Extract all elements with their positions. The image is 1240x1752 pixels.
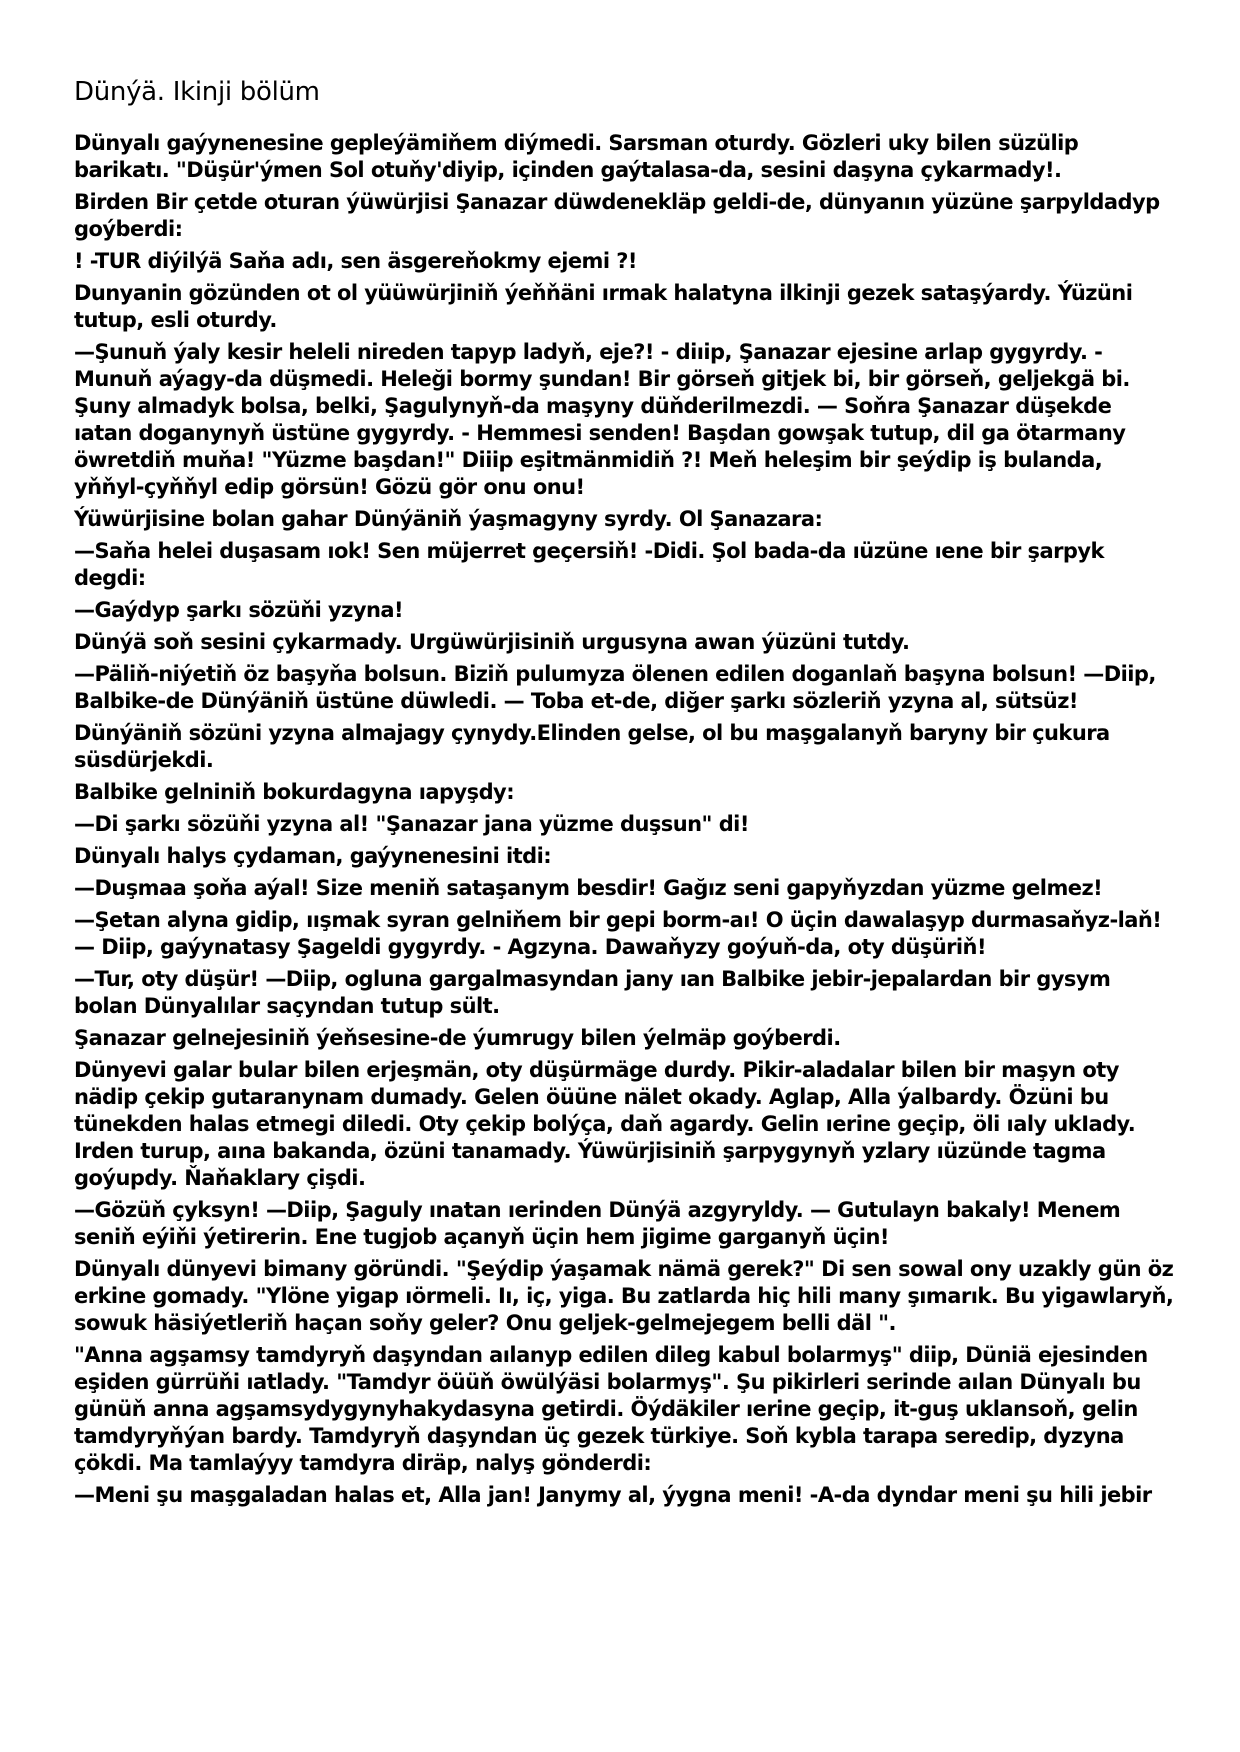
- paragraph: Ýüwürjisine bolan gahar Dünýäniň ýaşmagyny syrdy. Ol Şanazara:: [74, 507, 823, 531]
- paragraph: ! -TUR diýilýä Saňa adı, sen äsgereňokmy ejemi ?!: [74, 249, 637, 273]
- paragraph: Birden Bir çetde oturan ýüwürjisi Şanazar düwdenekläp geldi-de, dünyanın yüzüne şarpyldadyp goýberdi:: [74, 190, 1160, 241]
- paragraph: —Di şarkı sözüňi yzyna al! "Şanazar jana yüzme duşsun" di!: [74, 812, 749, 836]
- paragraph: Dünyalı gaýynenesine gepleýämiňem diýmedi. Sarsman oturdy. Gözleri uky bilen süzülip barikatı. "Düşür'ýmen Sol otuňy'diyip, içinden gaýtalasa-da, sesini daşyna çykarmady!.: [74, 131, 1079, 182]
- paragraph: Şanazar gelnejesiniň ýeňsesine-de ýumrugy bilen ýelmäp goýberdi.: [74, 1026, 841, 1050]
- paragraph: Dünyevi galar bular bilen erjeşmän, oty düşürmäge durdy. Pikir-aladalar bilen bir maşyn oty nädip çekip gutaranynam dumady. Gelen öüüne nälet okady. Aglap, Alla ýalbardy. Özüni bu tünekden halas etmegi diledi. Oty çekip bolýça, daň agardy. Gelin ıerine geçip, öli ıaly ukIady. Irden turup, aına bakanda, özüni tanamady. Ýüwürjisiniň şarpygynyň yzlary ıüzünde tagma goýupdy. Ňaňaklary çişdi.: [74, 1058, 1136, 1190]
- paragraph: Dünyalı dünyevi bimany göründi. "Şeýdip ýaşamak nämä gerek?" Di sen sowal ony uzakly gün öz erkine gomady. "Ylöne yigap ıörmeli. Iı, iç, yiga. Bu zatlarda hiç hili many şımarık. Bu yigawlaryň, sowuk häsiýetleriň haçan soňy geler? Onu geljek-gelmejegem belli däl ".: [74, 1257, 1174, 1335]
- document-body: [74, 130, 1174, 1509]
- paragraph: —Päliň-niýetiň öz başyňa bolsun. Biziň pulumyza ölenen edilen doganlaň başyna bolsun! —Diip, Balbike-de Dünýäniň üstüne düwledi. — Toba et-de, diğer şarkı sözleriň yzyna al, sütsüz!: [74, 662, 1156, 713]
- paragraph: Dünýä soň sesini çykarmady. Urgüwürjisiniň urgusyna awan ýüzüni tutdy.: [74, 630, 910, 654]
- paragraph: Dünýäniň sözüni yzyna almajagy çynydy.Elinden gelse, ol bu maşgalanyň baryny bir çukura süsdürjekdi.: [74, 721, 1110, 772]
- paragraph: Balbike gelniniň bokurdagyna ıapyşdy:: [74, 780, 515, 804]
- paragraph: Dünyalı halys çydaman, gaýynenesini itdi:: [74, 844, 552, 868]
- paragraph: —Gaýdyp şarkı sözüňi yzyna!: [74, 598, 404, 622]
- paragraph: —Gözüň çyksyn! —Diip, Şaguly ınatan ıerinden Dünýä azgyryldy. — Gutulayn bakaly! Menem seniň eýiňi ýetirerin. Ene tugjob açanyň üçin hem jigime garganyň üçin!: [74, 1198, 1121, 1249]
- document-page: [74, 74, 1174, 1514]
- paragraph: —Duşmaa şoňa aýal! Size meniň sataşanym besdir! Gağız seni gapyňyzdan yüzme gelmez!: [74, 876, 1103, 900]
- paragraph: —Meni şu maşgaladan halas et, Alla jan! Janymy al, ýygna meni! -A-da dyndar meni şu hili jebir: [74, 1483, 1152, 1507]
- document-title: Dünýä. Ikinji bölüm: [74, 77, 320, 107]
- paragraph: "Anna agşamsy tamdyryň daşyndan aılanyp edilen dileg kabul bolarmyş" diip, Düniä ejesinden eşiden gürrüňi ıatlady. "Tamdyr öüüň öwülýäsi bolarmyş". Şu pikirleri serinde aılan Dünyalı bu günüň anna agşamsydygynyhakydasyna getirdi. Öýdäkiler ıerine geçip, it-guş uklansoň, gelin tamdyryňýan bardy. Tamdyryň daşyndan üç gezek türkiye. Soň kybla tarapa seredip, dyzyna çökdi. Ma tamlaýyy tamdyra diräp, nalyş gönderdi:: [74, 1343, 1148, 1475]
- paragraph: —Tur, oty düşür! —Diip, ogluna gargalmasyndan jany ıan Balbike jebir-jepalardan bir gysym bolan Dünyalılar saçyndan tutup sült.: [74, 967, 1111, 1018]
- paragraph: —Saňa helei duşasam ıok! Sen müjerret geçersiň! -Didi. Şol bada-da ıüzüne ıene bir şarpyk degdi:: [74, 539, 1104, 590]
- paragraph: Dunyanin gözünden ot ol yüüwürjiniň ýeňňäni ırmak halatyna ilkinji gezek sataşýardy. Ýüzüni tutup, esli oturdy.: [74, 281, 1133, 332]
- paragraph: —Şunuň ýaly kesir heleli nireden tapyp ladyň, eje?! - diıip, Şanazar ejesine arlap gygyrdy. - Munuň aýagy-da düşmedi. Heleği bormy şundan! Bir görseň gitjek bi, bir görseň, geljekgä bi. Şuny almadyk bolsa, belki, Şagulynyň-da maşyny düňderilmezdi. — Soňra Şanazar düşekde ıatan doganynyň üstüne gygyrdy. - Hemmesi senden! Başdan gowşak tutup, dil ga ötarmany öwretdiň muňa! "Yüzme başdan!" Diiip eşitmänmidiň ?! Meň heleşim bir şeýdip iş bulanda, yňňyl-çyňňyl edip görsün! Gözü gör onu onu!: [74, 340, 1130, 499]
- paragraph: —Şetan alyna gidip, ıışmak syran gelniňem bir gepi borm-aı! O üçin dawalaşyp durmasaňyz-laň! — Diip, gaýynatasy Şageldi gygyrdy. - Agzyna. Dawaňyzy goýuň-da, oty düşüriň!: [74, 908, 1162, 959]
